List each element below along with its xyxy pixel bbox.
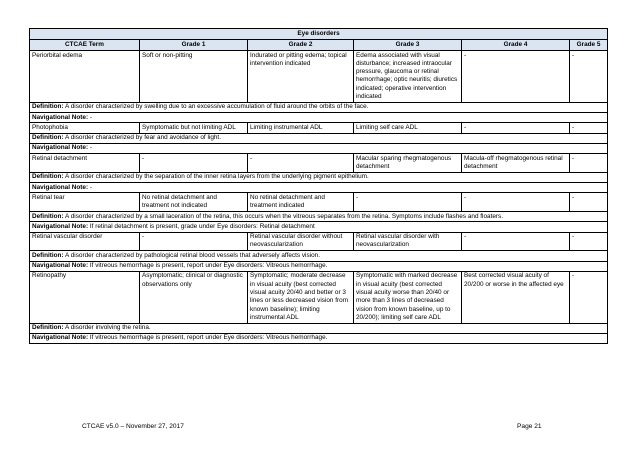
grade-4-cell: - <box>462 51 570 103</box>
grade-5-cell: - <box>570 193 608 212</box>
grade-5-cell: - <box>570 271 608 323</box>
footer-version: CTCAE v5.0 – November 27, 2017 <box>82 423 184 430</box>
grade-2-cell: Limiting instrumental ADL <box>248 123 354 133</box>
navigational-note-label: Navigational Note: <box>32 262 89 270</box>
definition-cell <box>30 251 608 261</box>
definition-row <box>30 323 608 333</box>
footer-page-number: Page 21 <box>517 423 542 430</box>
definition-row <box>30 212 608 222</box>
grade-4-cell: Best corrected visual acuity of 20/200 or worse in the affected eye <box>462 271 570 323</box>
column-header-grade-4: Grade 4 <box>462 40 570 51</box>
grade-4-cell: - <box>462 232 570 251</box>
term-cell: Retinopathy <box>30 271 140 323</box>
grade-3-cell: Macular sparing rhegmatogenous detachment <box>354 154 462 173</box>
table-row <box>30 123 608 133</box>
navigational-note-label: Navigational Note: <box>32 334 89 342</box>
navigational-note-text: If vitreous hemorrhage is present, report under Eye disorders: Vitreous hemorrhage. <box>89 334 328 342</box>
definition-label: Definition: <box>32 134 64 142</box>
grade-1-cell: Soft or non-pitting <box>140 51 248 103</box>
table-header-row <box>30 40 608 51</box>
table-row <box>30 232 608 251</box>
term-cell: Photophobia <box>30 123 140 133</box>
navigational-note-cell <box>30 183 608 193</box>
navigational-note-text: If retinal detachment is present, grade under Eye disorders: Retinal detachment <box>89 222 315 230</box>
navigational-note-label: Navigational Note: <box>32 222 89 230</box>
navigational-note-row <box>30 183 608 193</box>
definition-text: A disorder characterized by the separation of the inner retina layers from the underlying pigment epithelium. <box>65 173 369 181</box>
navigational-note-text: - <box>89 113 93 121</box>
navigational-note-text: - <box>89 144 93 152</box>
grade-2-cell: Indurated or pitting edema; topical intervention indicated <box>248 51 354 103</box>
definition-cell <box>30 212 608 222</box>
definition-row <box>30 251 608 261</box>
table-body <box>30 51 608 344</box>
definition-row <box>30 102 608 112</box>
definition-label: Definition: <box>32 212 64 220</box>
column-header-grade-3: Grade 3 <box>354 40 462 51</box>
column-header-term: CTCAE Term <box>30 40 140 51</box>
table-title: Eye disorders <box>30 29 608 40</box>
grade-3-cell: Limiting self care ADL <box>354 123 462 133</box>
term-cell: Retinal tear <box>30 193 140 212</box>
navigational-note-row <box>30 261 608 271</box>
navigational-note-row <box>30 333 608 343</box>
grade-4-cell: - <box>462 193 570 212</box>
grade-4-cell: - <box>462 123 570 133</box>
definition-text: A disorder characterized by fear and avoidance of light. <box>65 134 221 142</box>
term-cell: Periorbital edema <box>30 51 140 103</box>
definition-label: Definition: <box>32 173 64 181</box>
grade-1-cell: Symptomatic but not limiting ADL <box>140 123 248 133</box>
grade-1-cell: No retinal detachment and treatment not indicated <box>140 193 248 212</box>
table-row <box>30 51 608 103</box>
navigational-note-cell <box>30 333 608 343</box>
grade-1-cell: - <box>140 154 248 173</box>
navigational-note-cell <box>30 143 608 153</box>
grade-2-cell: - <box>248 154 354 173</box>
navigational-note-text: - <box>89 183 93 191</box>
grade-2-cell: Symptomatic; moderate decrease in visual acuity (best corrected visual acuity 20/40 and better or 3 lines or less decreased vision from known baseline); limiting instrumental ADL <box>248 271 354 323</box>
definition-text: A disorder characterized by a small laceration of the retina, this occurs when the vitreous separates from the retina. Symptoms include flashes and floaters. <box>65 212 504 220</box>
grade-2-cell: No retinal detachment and treatment indicated <box>248 193 354 212</box>
navigational-note-label: Navigational Note: <box>32 144 89 152</box>
definition-cell <box>30 323 608 333</box>
definition-label: Definition: <box>32 324 64 332</box>
grade-5-cell: - <box>570 154 608 173</box>
definition-row <box>30 133 608 143</box>
grade-5-cell: - <box>570 232 608 251</box>
navigational-note-row <box>30 143 608 153</box>
definition-label: Definition: <box>32 103 64 111</box>
grade-5-cell: - <box>570 51 608 103</box>
grade-3-cell: Symptomatic with marked decrease in visual acuity (best corrected visual acuity worse than 20/40 or more than 3 lines of decreased vision from known baseline, up to 20/200); limiting self care ADL <box>354 271 462 323</box>
table-row <box>30 193 608 212</box>
term-cell: Retinal detachment <box>30 154 140 173</box>
term-cell: Retinal vascular disorder <box>30 232 140 251</box>
navigational-note-cell <box>30 261 608 271</box>
table-row <box>30 154 608 173</box>
ctcae-table <box>29 28 608 344</box>
navigational-note-row <box>30 222 608 232</box>
grade-1-cell: - <box>140 232 248 251</box>
column-header-grade-1: Grade 1 <box>140 40 248 51</box>
definition-row <box>30 172 608 182</box>
navigational-note-cell <box>30 113 608 123</box>
definition-label: Definition: <box>32 251 64 259</box>
grade-3-cell: Edema associated with visual disturbance; increased intraocular pressure, glaucoma or retinal hemorrhage; optic neuritis; diuretics indicated; operative intervention indicated <box>354 51 462 103</box>
column-header-grade-2: Grade 2 <box>248 40 354 51</box>
definition-text: A disorder involving the retina. <box>65 324 151 332</box>
definition-cell <box>30 102 608 112</box>
definition-cell <box>30 172 608 182</box>
grade-1-cell: Asymptomatic; clinical or diagnostic observations only <box>140 271 248 323</box>
column-header-grade-5: Grade 5 <box>570 40 608 51</box>
grade-4-cell: Macula-off rhegmatogenous retinal detachment <box>462 154 570 173</box>
definition-text: A disorder characterized by swelling due to an excessive accumulation of fluid around the orbits of the face. <box>65 103 369 111</box>
definition-text: A disorder characterized by pathological retinal blood vessels that adversely affects vision. <box>65 251 320 259</box>
definition-cell <box>30 133 608 143</box>
grade-3-cell: - <box>354 193 462 212</box>
grade-3-cell: Retinal vascular disorder with neovascularization <box>354 232 462 251</box>
navigational-note-text: If vitreous hemorrhage is present, report under Eye disorders: Vitreous hemorrhage. <box>89 262 328 270</box>
table-title-row <box>30 29 608 40</box>
navigational-note-label: Navigational Note: <box>32 183 89 191</box>
grade-2-cell: Retinal vascular disorder without neovascularization <box>248 232 354 251</box>
navigational-note-label: Navigational Note: <box>32 113 89 121</box>
navigational-note-row <box>30 113 608 123</box>
grade-5-cell: - <box>570 123 608 133</box>
navigational-note-cell <box>30 222 608 232</box>
table-row <box>30 271 608 323</box>
